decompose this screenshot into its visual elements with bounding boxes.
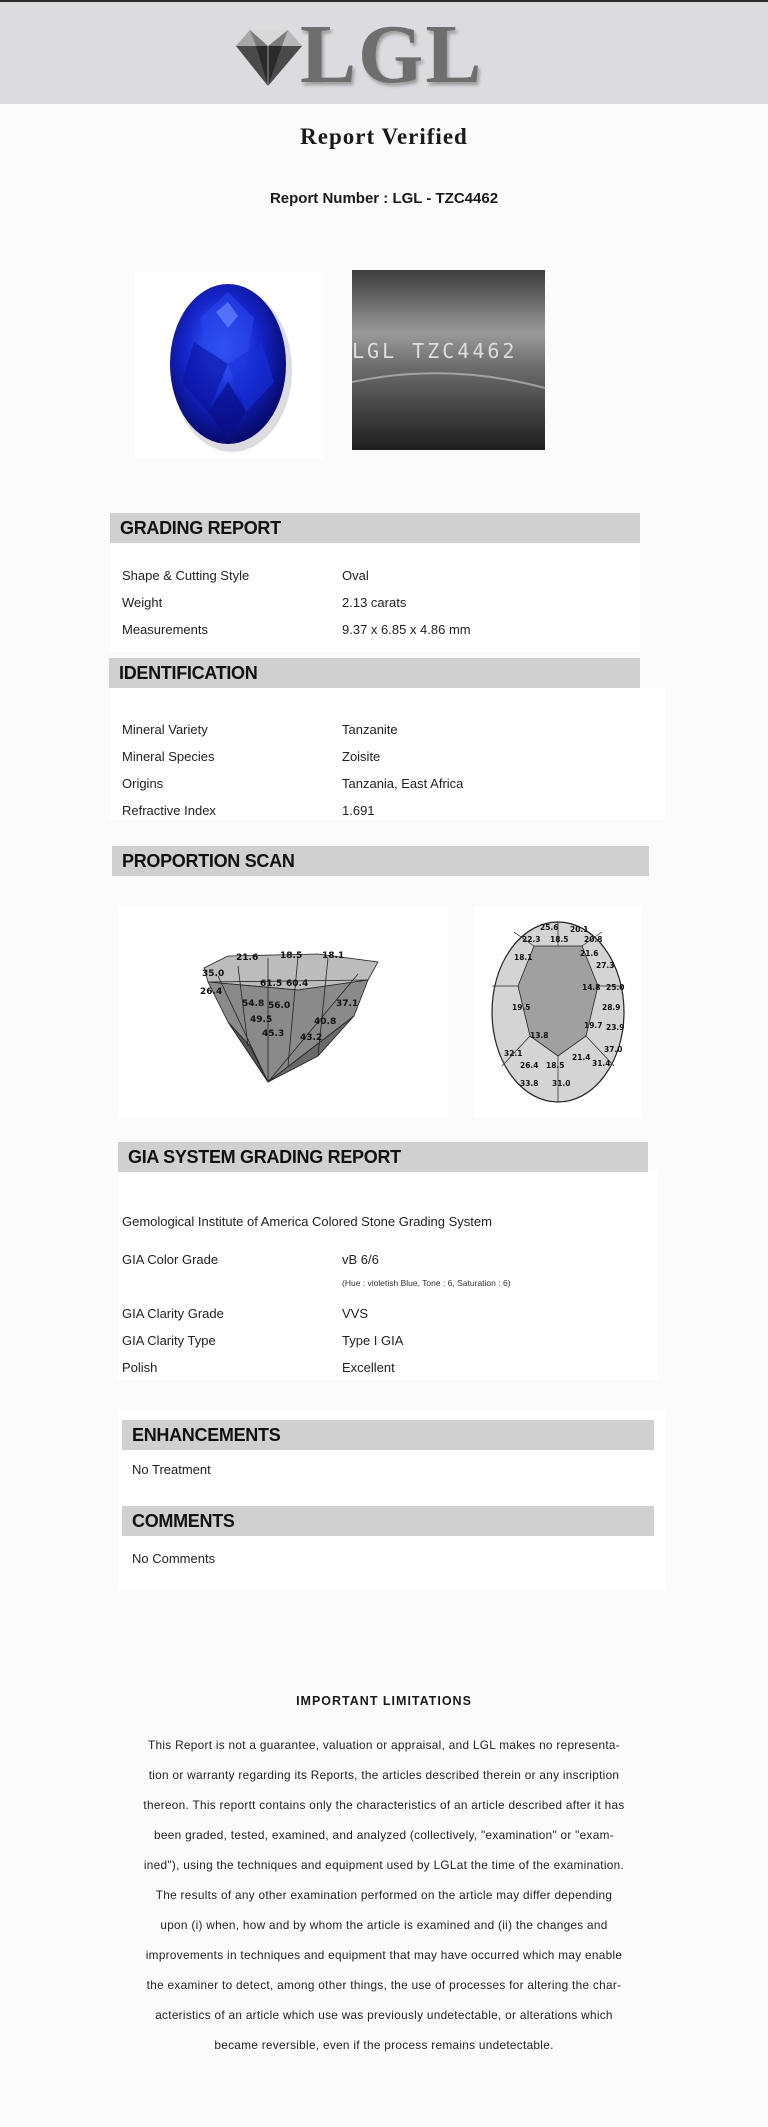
- row-label: Mineral Variety: [122, 722, 208, 737]
- row-label: Origins: [122, 776, 164, 791]
- scan-label: 18.5: [546, 1061, 565, 1070]
- row-value: 1.691: [342, 803, 375, 818]
- row-label: Mineral Species: [122, 749, 215, 764]
- row-value: Zoisite: [342, 749, 381, 764]
- row-label: Polish: [122, 1360, 158, 1375]
- row-label: GIA Clarity Grade: [122, 1306, 224, 1321]
- limitations-line: improvements in techniques and equipment that may have occurred which may enable: [145, 1948, 623, 1962]
- scan-label: 21.6: [580, 949, 599, 958]
- scan-label: 18.1: [514, 953, 533, 962]
- limitations-line: tion or warranty regarding its Reports, the articles described therein or any inscription: [148, 1768, 620, 1782]
- inscription-photo: [352, 270, 545, 450]
- row-value: vB 6/6: [342, 1252, 379, 1267]
- page-title: Report Verified: [300, 124, 468, 149]
- scan-label: 26.4: [520, 1061, 539, 1070]
- limitations-line: thereon. This reportt contains only the characteristics of an article described after it has: [143, 1798, 625, 1812]
- scan-label: 54.8: [242, 999, 265, 1009]
- limitations-line: the examiner to detect, among other things, the use of processes for altering the char-: [146, 1978, 622, 1992]
- scan-label: 25.0: [606, 983, 625, 992]
- scan-label: 18.5: [550, 935, 569, 944]
- scan-label: 45.3: [262, 1029, 285, 1039]
- row-label: Weight: [122, 595, 163, 610]
- row-value: Type I GIA: [342, 1333, 404, 1348]
- row-value: Tanzanite: [342, 722, 398, 737]
- logo-text: LGL: [300, 8, 484, 101]
- limitations-line: upon (i) when, how and by whom the article is examined and (ii) the changes and: [160, 1918, 608, 1932]
- limitations-line: The results of any other examination performed on the article may differ depending: [155, 1888, 613, 1902]
- scan-label: 60.4: [286, 979, 309, 989]
- proportion-scan-heading: PROPORTION SCAN: [112, 846, 649, 876]
- scan-label: 21.4: [572, 1053, 591, 1062]
- limitations-line: This Report is not a guarantee, valuation or appraisal, and LGL makes no representa-: [148, 1738, 620, 1752]
- gia-heading: GIA SYSTEM GRADING REPORT: [118, 1142, 648, 1172]
- report-number: Report Number : LGL - TZC4462: [269, 190, 499, 207]
- row-label: Refractive Index: [122, 803, 216, 818]
- limitations-line: acteristics of an article which use was previously undetectable, or alterations which: [155, 2008, 613, 2022]
- scan-label: 37.1: [336, 999, 359, 1009]
- scan-label: 33.8: [520, 1079, 539, 1088]
- scan-label: 14.8: [582, 983, 601, 992]
- row-value: Excellent: [342, 1360, 395, 1375]
- scan-label: 20.1: [570, 925, 589, 934]
- comments-heading: COMMENTS: [122, 1506, 654, 1536]
- row-value: Tanzania, East Africa: [342, 776, 464, 791]
- scan-label: 23.9: [606, 1023, 625, 1032]
- scan-label: 37.0: [604, 1045, 623, 1054]
- scan-label: 61.5: [260, 979, 283, 989]
- scan-label: 19.7: [584, 1021, 603, 1030]
- gia-system-name: Gemological Institute of America Colored Stone Grading System: [122, 1214, 492, 1229]
- header-banner: [0, 0, 768, 104]
- limitations-line: been graded, tested, examined, and analyzed (collectively, "examination" or "exam-: [154, 1828, 614, 1842]
- top-view-diagram: [474, 906, 642, 1118]
- diamond-logo-icon: [230, 22, 310, 98]
- scan-label: 40.8: [314, 1017, 337, 1027]
- inscription-text: LGL TZC4462: [352, 339, 518, 363]
- enhancements-text: No Treatment: [132, 1462, 211, 1477]
- lgl-logo[interactable]: [230, 8, 490, 101]
- gia-panel: [118, 1170, 658, 1380]
- row-value: Oval: [342, 568, 369, 583]
- row-value: VVS: [342, 1306, 369, 1321]
- scan-label: 21.6: [236, 953, 259, 963]
- top-view-svg: [474, 906, 642, 1118]
- scan-label: 13.8: [530, 1031, 549, 1040]
- limitations-heading: IMPORTANT LIMITATIONS: [296, 1694, 472, 1708]
- scan-label: 43.2: [300, 1033, 323, 1043]
- row-value: 2.13 carats: [342, 595, 407, 610]
- enhancements-heading: ENHANCEMENTS: [122, 1420, 654, 1450]
- identification-heading: IDENTIFICATION: [109, 658, 640, 688]
- scan-label: 49.5: [250, 1015, 273, 1025]
- scan-label: 26.4: [200, 987, 223, 997]
- limitations-line: became reversible, even if the process remains undetectable.: [214, 2038, 554, 2052]
- scan-label: 18.5: [280, 951, 303, 961]
- scan-label: 27.3: [596, 961, 615, 970]
- row-label: Measurements: [122, 622, 208, 637]
- side-view-svg: [118, 906, 448, 1118]
- row-value: 9.37 x 6.85 x 4.86 mm: [342, 622, 471, 637]
- row-label: Shape & Cutting Style: [122, 568, 250, 583]
- scan-label: 32.1: [504, 1049, 523, 1058]
- limitations-line: ined"), using the techniques and equipment used by LGLat the time of the examination.: [143, 1858, 625, 1872]
- scan-label: 31.0: [552, 1079, 571, 1088]
- scan-label: 35.0: [202, 969, 225, 979]
- scan-label: 31.4: [592, 1059, 611, 1068]
- comments-text: No Comments: [132, 1551, 216, 1566]
- scan-label: 56.0: [268, 1001, 291, 1011]
- side-view-diagram: [118, 906, 448, 1118]
- scan-label: 18.1: [322, 951, 345, 961]
- grading-report-heading: GRADING REPORT: [110, 513, 640, 543]
- scan-label: 25.6: [540, 923, 559, 932]
- scan-label: 28.9: [602, 1003, 621, 1012]
- gem-photo: [134, 272, 324, 458]
- color-grade-note: (Hue : violetish Blue, Tone : 6, Saturation : 6): [342, 1278, 511, 1288]
- row-label: GIA Clarity Type: [122, 1333, 216, 1348]
- row-label: GIA Color Grade: [122, 1252, 219, 1267]
- scan-label: 20.8: [584, 935, 603, 944]
- limitations-text: [112, 1730, 656, 2060]
- scan-label: 22.3: [522, 935, 541, 944]
- scan-label: 19.5: [512, 1003, 531, 1012]
